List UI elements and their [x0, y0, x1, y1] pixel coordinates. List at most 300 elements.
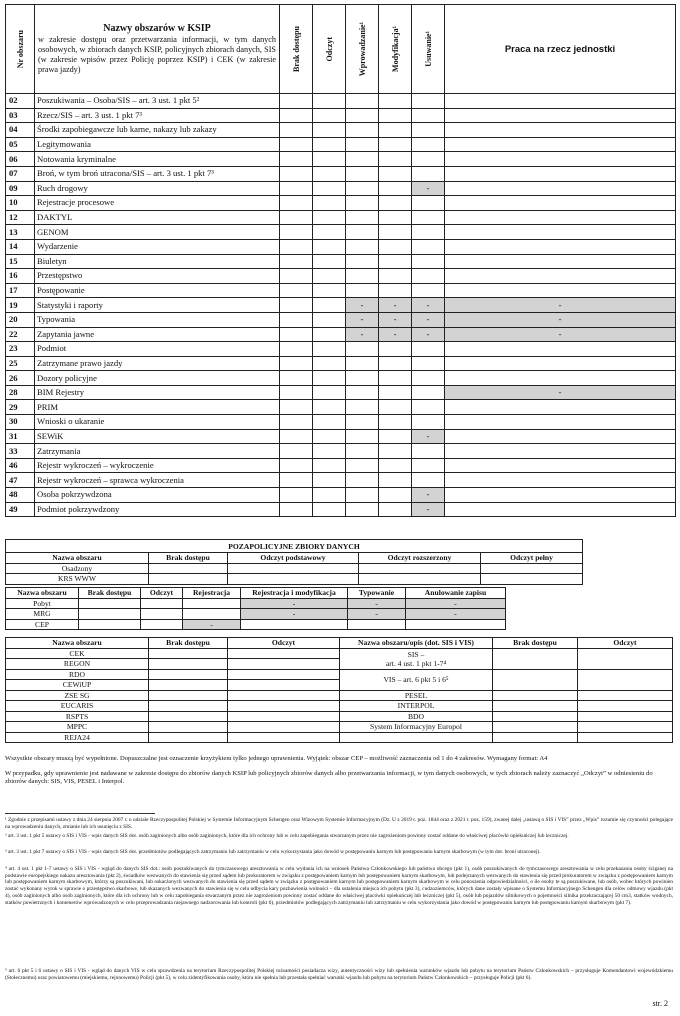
checkbox-cell[interactable] [445, 283, 676, 298]
checkbox-cell[interactable] [379, 196, 412, 211]
checkbox-cell[interactable] [149, 680, 228, 691]
table-row [6, 94, 676, 109]
checkbox-cell[interactable] [149, 648, 228, 659]
checkbox-cell[interactable] [412, 108, 445, 123]
sec3-header: Odczyt [228, 638, 340, 649]
poza-header: Brak dostępu [149, 553, 228, 564]
checkbox-cell[interactable] [183, 609, 241, 620]
checkbox-cell[interactable] [280, 108, 313, 123]
checkbox-cell[interactable] [346, 254, 379, 269]
sec3-area-name: REJA24 [6, 732, 149, 743]
sec3-header: Brak dostępu [493, 638, 578, 649]
checkbox-cell[interactable] [313, 123, 346, 138]
area-name: Ruch drogowy [35, 181, 280, 196]
nr-header [6, 5, 35, 94]
table-row [6, 444, 676, 459]
checkbox-cell[interactable] [228, 722, 340, 733]
checkbox-cell[interactable] [379, 166, 412, 181]
checkbox-cell[interactable] [445, 196, 676, 211]
checkbox-cell[interactable] [379, 502, 412, 517]
checkbox-cell[interactable] [228, 669, 340, 680]
area-name: Notowania kryminalne [35, 152, 280, 167]
sec3-area-name: EUCARIS [6, 701, 149, 712]
area-header-title: Nazwy obszarów w KSIP [103, 22, 211, 34]
checkbox-cell[interactable] [412, 385, 445, 400]
checkbox-cell[interactable] [493, 701, 578, 712]
area-number: 07 [6, 166, 35, 181]
checkbox-cell[interactable] [149, 574, 228, 585]
checkbox-cell[interactable] [280, 166, 313, 181]
checkbox-cell[interactable] [280, 181, 313, 196]
table-row [6, 488, 676, 503]
table-row [6, 502, 676, 517]
checkbox-cell[interactable] [379, 181, 412, 196]
checkbox-cell[interactable] [280, 429, 313, 444]
area-number: 31 [6, 429, 35, 444]
checkbox-cell[interactable] [346, 108, 379, 123]
checkbox-cell[interactable] [280, 137, 313, 152]
checkbox-cell[interactable] [493, 669, 578, 690]
empty-cell [578, 732, 673, 743]
checkbox-cell[interactable] [280, 225, 313, 240]
checkbox-cell[interactable] [313, 429, 346, 444]
area-number: 29 [6, 400, 35, 415]
checkbox-cell[interactable] [406, 619, 506, 630]
checkbox-cell[interactable] [445, 254, 676, 269]
checkbox-cell[interactable] [445, 152, 676, 167]
checkbox-cell[interactable] [412, 371, 445, 386]
checkbox-cell[interactable] [313, 239, 346, 254]
checkbox-cell[interactable] [313, 181, 346, 196]
area-number: 10 [6, 196, 35, 211]
sec2-header: Odczyt [141, 588, 183, 599]
checkbox-cell[interactable] [313, 210, 346, 225]
area-name: PRIM [35, 400, 280, 415]
checkbox-cell[interactable] [313, 108, 346, 123]
area-name: Rzecz/SIS – art. 3 ust. 1 pkt 7³ [35, 108, 280, 123]
area-number: 49 [6, 502, 35, 517]
checkbox-cell[interactable] [346, 283, 379, 298]
checkbox-cell[interactable] [280, 269, 313, 284]
checkbox-cell[interactable] [149, 711, 228, 722]
checkbox-cell[interactable] [313, 502, 346, 517]
checkbox-cell[interactable] [346, 196, 379, 211]
checkbox-cell[interactable] [346, 269, 379, 284]
checkbox-cell[interactable] [149, 669, 228, 680]
checkbox-cell[interactable] [379, 137, 412, 152]
checkbox-cell[interactable] [379, 283, 412, 298]
checkbox-cell[interactable] [280, 196, 313, 211]
disabled-cell: - [412, 327, 445, 342]
footnote-4: ⁴ art. 4 ust. 1 pkt 1-7 ustawy o SIS i VIS - wgląd do danych SIS dot.: osób poszukiwanych do tymczasowego aresztowania w celu wydania ich na wniosek Państwa Członkowskiego lub państwa obcego (pkt 1), osób poszukiwanych do tymczasowego aresztowania w celu przekazania osoby ściganej na podstawie europejskiego nakazu aresztowania (pkt 2), świadków wezwanych do stawienia się przed sądem lub prokuratorem w związku z postępowaniem karnym lub postępowaniem karnym skarbowym, lub podejrzanych wezwanych do stawienia się przed prokuratorem w związku z postępowaniem karnym lub postępowaniem karnym skarbowym, którzy są poszukiwani, lub oskarżonych wezwanych do stawienia się przed sądem w związku z postępowaniem karnym lub postępowaniem karnym skarbowym w celu ponoszenia odpowiedzialności, o ile osoby te są poszukiwane, lub osób, wobec których powinien zostać wykonany wyrok w sprawie o przestępstwo skarbowe, lub skazanych wezwanych do stawienia się w celu odbycia kary pozbawienia wolności – dla ustalenia miejsca ich pobytu (pkt 3), cudzoziemców, których dane zostały wpisane o Systemu Informacyjnego Schengen dla celów odmowy wjazdu (pkt 4), osób zaginionych albo osób zaginionych, które dla ich ochrony lub w celu zapobiegania stwarzanym przez nie zagrożeniom powinny zostać oddane do właściwej placówki opiekuńczej lub leczniczej (pkt 5), osób lub pojazdów silnikowych o pojemności silnika przekraczającej 50 cm3, statków wodnych, statków powietrznych i kontenerów wprowadzonych w celu przeprowadzania niejawnego nadzorowania lub kontroli (pkt 6), przedmiotów podlegających zatrzymaniu lub zatrzymaniu w celu wykorzystania jako dowód w postępowaniu karnym lub postępowaniu karnym skarbowym (pkt 7). [5, 866, 673, 906]
checkbox-cell[interactable] [149, 722, 228, 733]
table-row [6, 648, 673, 659]
checkbox-cell[interactable] [313, 298, 346, 313]
checkbox-cell[interactable] [346, 458, 379, 473]
checkbox-cell[interactable] [445, 94, 676, 109]
checkbox-cell[interactable] [313, 312, 346, 327]
area-header [35, 5, 280, 94]
checkbox-cell[interactable] [445, 137, 676, 152]
checkbox-cell[interactable] [379, 385, 412, 400]
checkbox-cell[interactable] [379, 488, 412, 503]
checkbox-cell[interactable] [346, 415, 379, 430]
checkbox-cell[interactable] [379, 152, 412, 167]
checkbox-cell[interactable] [379, 225, 412, 240]
checkbox-cell[interactable] [445, 458, 676, 473]
checkbox-cell[interactable] [241, 619, 348, 630]
empty-cell [493, 732, 578, 743]
checkbox-cell[interactable] [280, 342, 313, 357]
checkbox-cell[interactable] [412, 444, 445, 459]
wprow-header-label: Wprowadzanie¹ [357, 21, 367, 77]
checkbox-cell[interactable] [445, 269, 676, 284]
checkbox-cell[interactable] [228, 732, 340, 743]
checkbox-cell[interactable] [412, 458, 445, 473]
checkbox-cell[interactable] [313, 444, 346, 459]
checkbox-cell[interactable] [346, 239, 379, 254]
sec3-right-area-name: System Informacyjny Europol [340, 722, 493, 733]
checkbox-cell[interactable] [412, 225, 445, 240]
checkbox-cell[interactable] [379, 94, 412, 109]
checkbox-cell[interactable] [379, 444, 412, 459]
checkbox-cell[interactable] [313, 225, 346, 240]
checkbox-cell[interactable] [280, 327, 313, 342]
checkbox-cell[interactable] [228, 648, 340, 659]
checkbox-cell[interactable] [379, 123, 412, 138]
table-row [6, 563, 583, 574]
checkbox-cell[interactable] [379, 371, 412, 386]
table-row [6, 210, 676, 225]
checkbox-cell[interactable] [346, 342, 379, 357]
checkbox-cell[interactable] [359, 574, 481, 585]
checkbox-cell[interactable] [445, 342, 676, 357]
area-name: Poszukiwania – Osoba/SIS – art. 3 ust. 1 pkt 5² [35, 94, 280, 109]
checkbox-cell[interactable] [412, 166, 445, 181]
area-name: Statystyki i raporty [35, 298, 280, 313]
checkbox-cell[interactable] [280, 298, 313, 313]
poza-header: Nazwa obszaru [6, 553, 149, 564]
checkbox-cell[interactable] [280, 152, 313, 167]
area-number: 15 [6, 254, 35, 269]
table-row [6, 400, 676, 415]
checkbox-cell[interactable] [228, 701, 340, 712]
table-row [6, 239, 676, 254]
pozapolicyjne-table [5, 539, 583, 585]
checkbox-cell[interactable] [359, 563, 481, 574]
checkbox-cell[interactable] [578, 669, 673, 690]
odczyt-header-label: Odczyt [324, 36, 334, 62]
checkbox-cell[interactable] [280, 400, 313, 415]
checkbox-cell[interactable] [141, 598, 183, 609]
checkbox-cell[interactable] [280, 458, 313, 473]
area-name: Broń, w tym broń utracona/SIS – art. 3 ust. 1 pkt 7³ [35, 166, 280, 181]
footnote-2: ² art. 3 ust. 1 pkt 5 ustawy o SIS i VIS - wpis danych SIS dot. osób zaginionych albo osób zaginionych, które dla ich ochrony lub w celu zapobiegania stwarzanym przez nie zagrożeniom powinny zostać oddane do właściwej placówki opiekuńczej lub leczniczej. [5, 833, 569, 839]
sec2-area-name: CEP [6, 619, 79, 630]
table-row [6, 312, 676, 327]
poza-area-name: Osadzony [6, 563, 149, 574]
area-number: 03 [6, 108, 35, 123]
table-row [6, 356, 676, 371]
checkbox-cell[interactable] [79, 609, 141, 620]
area-number: 33 [6, 444, 35, 459]
checkbox-cell[interactable] [379, 254, 412, 269]
checkbox-cell[interactable] [313, 137, 346, 152]
checkbox-cell[interactable] [578, 711, 673, 722]
area-number: 48 [6, 488, 35, 503]
sec3-area-name: ZSE SG [6, 690, 149, 701]
area-number: 17 [6, 283, 35, 298]
checkbox-cell[interactable] [346, 152, 379, 167]
disabled-cell: - [346, 327, 379, 342]
table-row [6, 711, 673, 722]
checkbox-cell[interactable] [228, 711, 340, 722]
checkbox-cell[interactable] [578, 690, 673, 701]
checkbox-cell[interactable] [445, 400, 676, 415]
checkbox-cell[interactable] [445, 473, 676, 488]
checkbox-cell[interactable] [280, 502, 313, 517]
checkbox-cell[interactable] [578, 722, 673, 733]
area-name: Osoba pokrzywdzona [35, 488, 280, 503]
checkbox-cell[interactable] [149, 690, 228, 701]
checkbox-cell[interactable] [445, 108, 676, 123]
checkbox-cell[interactable] [313, 254, 346, 269]
checkbox-cell[interactable] [280, 356, 313, 371]
checkbox-cell[interactable] [280, 210, 313, 225]
checkbox-cell[interactable] [412, 254, 445, 269]
checkbox-cell[interactable] [280, 283, 313, 298]
checkbox-cell[interactable] [412, 269, 445, 284]
checkbox-cell[interactable] [445, 225, 676, 240]
table-row [6, 598, 506, 609]
checkbox-cell[interactable] [379, 415, 412, 430]
checkbox-cell[interactable] [313, 283, 346, 298]
area-name: Zatrzymania [35, 444, 280, 459]
sec3-area-name: RDO [6, 669, 149, 680]
disabled-cell: - [406, 609, 506, 620]
checkbox-cell[interactable] [141, 619, 183, 630]
checkbox-cell[interactable] [346, 429, 379, 444]
checkbox-cell[interactable] [379, 473, 412, 488]
checkbox-cell[interactable] [313, 415, 346, 430]
checkbox-cell[interactable] [445, 123, 676, 138]
area-number: 14 [6, 239, 35, 254]
area-name: Biuletyn [35, 254, 280, 269]
checkbox-cell[interactable] [313, 488, 346, 503]
checkbox-cell[interactable] [445, 429, 676, 444]
checkbox-cell[interactable] [445, 488, 676, 503]
table-row [6, 196, 676, 211]
checkbox-cell[interactable] [280, 123, 313, 138]
checkbox-cell[interactable] [412, 239, 445, 254]
checkbox-cell[interactable] [445, 415, 676, 430]
checkbox-cell[interactable] [412, 400, 445, 415]
checkbox-cell[interactable] [493, 648, 578, 669]
checkbox-cell[interactable] [445, 166, 676, 181]
checkbox-cell[interactable] [348, 619, 406, 630]
checkbox-cell[interactable] [445, 444, 676, 459]
sec3-area-name: CEWiUP [6, 680, 149, 691]
checkbox-cell[interactable] [379, 239, 412, 254]
checkbox-cell[interactable] [445, 502, 676, 517]
checkbox-cell[interactable] [280, 94, 313, 109]
checkbox-cell[interactable] [313, 269, 346, 284]
checkbox-cell[interactable] [379, 108, 412, 123]
checkbox-cell[interactable] [445, 356, 676, 371]
checkbox-cell[interactable] [346, 123, 379, 138]
checkbox-cell[interactable] [379, 429, 412, 444]
checkbox-cell[interactable] [79, 598, 141, 609]
checkbox-cell[interactable] [280, 312, 313, 327]
checkbox-cell[interactable] [445, 239, 676, 254]
poza-header-row [6, 553, 583, 564]
checkbox-cell[interactable] [578, 701, 673, 712]
area-name: Podmiot [35, 342, 280, 357]
sec3-header: Brak dostępu [149, 638, 228, 649]
checkbox-cell[interactable] [280, 254, 313, 269]
checkbox-cell[interactable] [493, 722, 578, 733]
checkbox-cell[interactable] [346, 94, 379, 109]
checkbox-cell[interactable] [280, 239, 313, 254]
disabled-cell: - [445, 327, 676, 342]
checkbox-cell[interactable] [445, 181, 676, 196]
checkbox-cell[interactable] [313, 356, 346, 371]
checkbox-cell[interactable] [313, 94, 346, 109]
checkbox-cell[interactable] [313, 385, 346, 400]
footnote-5: ⁵ art. 6 pkt 5 i 6 ustawy o SIS i VIS - wgląd do danych VIS w celu sprawdzenia na terytorium Rzeczypospolitej Polskiej tożsamości posiadacza wizy, autentyczności wizy lub spełnienia warunków wjazdu lub pobytu na terytorium Państw Członkowskich – przysługuje Komendantowi wojewódzkiemu (Stołecznemu) oraz powiatowemu (miejskiemu, rejonowemu) Policji (pkt 5), w celu zidentyfikowania osoby, która nie spełnia lub przestała spełniać warunki wjazdu lub pobytu na terytorium Państw Członkowskich – przysługuje Policji (pkt 6). [5, 968, 673, 981]
checkbox-cell[interactable] [280, 488, 313, 503]
checkbox-cell[interactable] [280, 444, 313, 459]
checkbox-cell[interactable] [346, 385, 379, 400]
checkbox-cell[interactable] [493, 690, 578, 701]
checkbox-cell[interactable] [412, 473, 445, 488]
checkbox-cell[interactable] [149, 732, 228, 743]
checkbox-cell[interactable] [412, 137, 445, 152]
checkbox-cell[interactable] [379, 356, 412, 371]
checkbox-cell[interactable] [346, 473, 379, 488]
sec3-area-name: CEK [6, 648, 149, 659]
checkbox-cell[interactable] [228, 563, 359, 574]
area-header-desc: w zakresie dostępu oraz przetwarzania informacji, w tym danych osobowych, w zbiorach danych KSIP, policyjnych zbiorach danych, SIS (w zakresie wpisów przez Policję poprzez KSIP) i CEK (w zakresie prawa jazdy) [38, 34, 276, 75]
area-number: 09 [6, 181, 35, 196]
checkbox-cell[interactable] [149, 701, 228, 712]
checkbox-cell[interactable] [228, 574, 359, 585]
checkbox-cell[interactable] [313, 473, 346, 488]
table-row [6, 619, 506, 630]
checkbox-cell[interactable] [346, 166, 379, 181]
checkbox-cell[interactable] [379, 210, 412, 225]
checkbox-cell[interactable] [346, 181, 379, 196]
checkbox-cell[interactable] [346, 137, 379, 152]
table-row [6, 385, 676, 400]
checkbox-cell[interactable] [280, 415, 313, 430]
disabled-cell: - [346, 312, 379, 327]
table-row [6, 269, 676, 284]
checkbox-cell[interactable] [493, 711, 578, 722]
checkbox-cell[interactable] [280, 371, 313, 386]
checkbox-cell[interactable] [313, 196, 346, 211]
checkbox-cell[interactable] [412, 196, 445, 211]
checkbox-cell[interactable] [346, 502, 379, 517]
sec2-header-row [6, 588, 506, 599]
area-name: Legitymowania [35, 137, 280, 152]
checkbox-cell[interactable] [149, 563, 228, 574]
checkbox-cell[interactable] [228, 680, 340, 691]
checkbox-cell[interactable] [481, 574, 583, 585]
checkbox-cell[interactable] [228, 690, 340, 701]
checkbox-cell[interactable] [346, 356, 379, 371]
area-name: Rejestr wykroczeń – sprawca wykroczenia [35, 473, 280, 488]
area-name: Wnioski o ukaranie [35, 415, 280, 430]
checkbox-cell[interactable] [313, 152, 346, 167]
checkbox-cell[interactable] [313, 371, 346, 386]
area-name: Dozory policyjne [35, 371, 280, 386]
checkbox-cell[interactable] [412, 283, 445, 298]
table-row [6, 254, 676, 269]
checkbox-cell[interactable] [346, 225, 379, 240]
table-row [6, 690, 673, 701]
checkbox-cell[interactable] [346, 371, 379, 386]
checkbox-cell[interactable] [379, 458, 412, 473]
poza-area-name: KRS WWW [6, 574, 149, 585]
checkbox-cell[interactable] [412, 152, 445, 167]
sec3-area-name: RSPTS [6, 711, 149, 722]
area-number: 04 [6, 123, 35, 138]
area-name: SEWiK [35, 429, 280, 444]
disabled-cell: - [445, 298, 676, 313]
checkbox-cell[interactable] [578, 648, 673, 669]
area-number: 06 [6, 152, 35, 167]
area-number: 26 [6, 371, 35, 386]
area-name: GENOM [35, 225, 280, 240]
checkbox-cell[interactable] [228, 659, 340, 670]
checkbox-cell[interactable] [346, 488, 379, 503]
checkbox-cell[interactable] [149, 659, 228, 670]
checkbox-cell[interactable] [412, 210, 445, 225]
table-row [6, 701, 673, 712]
sec2-header: Typowanie [348, 588, 406, 599]
checkbox-cell[interactable] [346, 210, 379, 225]
checkbox-cell[interactable] [481, 563, 583, 574]
checkbox-cell[interactable] [379, 342, 412, 357]
checkbox-cell[interactable] [313, 400, 346, 415]
checkbox-cell[interactable] [412, 415, 445, 430]
checkbox-cell[interactable] [280, 385, 313, 400]
area-number: 20 [6, 312, 35, 327]
checkbox-cell[interactable] [412, 356, 445, 371]
checkbox-cell[interactable] [379, 269, 412, 284]
checkbox-cell[interactable] [346, 400, 379, 415]
checkbox-cell[interactable] [280, 473, 313, 488]
sec2-header: Brak dostępu [79, 588, 141, 599]
checkbox-cell[interactable] [445, 371, 676, 386]
checkbox-cell[interactable] [412, 123, 445, 138]
checkbox-cell[interactable] [313, 166, 346, 181]
checkbox-cell[interactable] [313, 342, 346, 357]
checkbox-cell[interactable] [412, 342, 445, 357]
area-number: 12 [6, 210, 35, 225]
checkbox-cell[interactable] [346, 444, 379, 459]
brak-header [280, 5, 313, 94]
checkbox-cell[interactable] [183, 598, 241, 609]
checkbox-cell[interactable] [445, 210, 676, 225]
checkbox-cell[interactable] [412, 94, 445, 109]
checkbox-cell[interactable] [79, 619, 141, 630]
checkbox-cell[interactable] [379, 400, 412, 415]
checkbox-cell[interactable] [141, 609, 183, 620]
checkbox-cell[interactable] [313, 458, 346, 473]
checkbox-cell[interactable] [313, 327, 346, 342]
